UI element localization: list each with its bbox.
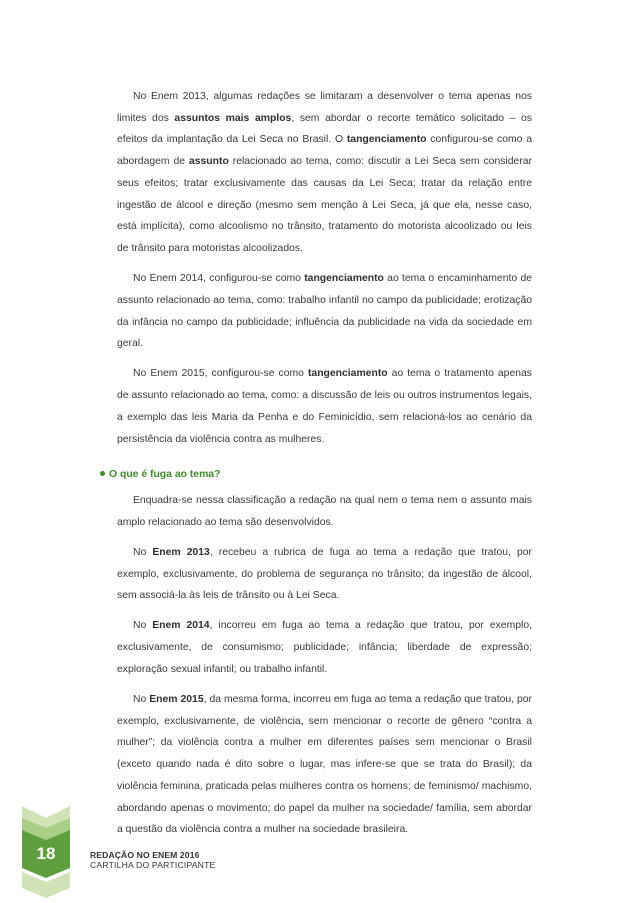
bold-text: Enem 2014 bbox=[152, 620, 210, 632]
document-body bbox=[109, 86, 533, 850]
bold-text: tangenciamento bbox=[346, 134, 427, 146]
text-run: No bbox=[133, 620, 153, 632]
page-number: 18 bbox=[36, 844, 56, 863]
bold-text: assunto bbox=[188, 156, 229, 168]
bold-text: tangenciamento bbox=[307, 368, 388, 380]
text-run: No bbox=[133, 694, 150, 706]
text-run: , recebeu a rubrica de fuga ao tema a redação que tratou, por exemplo, exclusivamente, do problema de segurança no trânsito; da ingestão de álcool, sem associá-la às leis de trânsito ou à Lei Seca. bbox=[117, 546, 532, 602]
text-run: ao tema o encaminhamento de assunto relacionado ao tema, como: trabalho infantil no campo da publicidade; erotização da infância no campo da publicidade; influência da publicidade na vida da sociedade em geral. bbox=[117, 273, 532, 350]
text-run: , incorreu em fuga ao tema a redação que tratou, por exemplo, exclusivamente, de consumismo; publicidade; infância; liberdade de expressão; exploração sexual infantil; ou trabalho infantil. bbox=[117, 620, 532, 675]
bold-text: Enem 2013 bbox=[152, 546, 210, 558]
bold-text: assuntos mais amplos bbox=[174, 112, 292, 124]
bold-text: tangenciamento bbox=[304, 273, 384, 285]
text-run: ao tema o tratamento apenas de assunto relacionado ao tema, como: a discussão de leis ou outros instrumentos legais, a exemplo das leis Maria da Penha e do Feminicídio, sem relacioná-los ao cenário da persistência da violência contra as mulheres. bbox=[117, 368, 532, 445]
chevron-decoration-bottom bbox=[22, 872, 70, 898]
text-run: configurou-se como a abordagem de bbox=[117, 134, 532, 168]
paragraph bbox=[117, 689, 532, 841]
paragraph bbox=[117, 268, 532, 355]
bold-text: Enem 2015 bbox=[149, 694, 204, 706]
text-run: No Enem 2013, algumas redações se limitaram a desenvolver o tema apenas nos limites dos bbox=[117, 91, 532, 124]
paragraph bbox=[117, 542, 532, 607]
paragraph bbox=[117, 86, 532, 260]
footer-subtitle: CARTILHA DO PARTICIPANTE bbox=[90, 860, 216, 870]
paragraph bbox=[117, 615, 532, 680]
footer-text bbox=[90, 850, 215, 870]
bullet-icon bbox=[100, 471, 105, 476]
text-run: No Enem 2015, configurou-se como bbox=[133, 368, 308, 380]
paragraph bbox=[117, 490, 532, 533]
intro-paragraphs bbox=[117, 86, 532, 450]
section-paragraphs bbox=[117, 490, 532, 841]
text-run: No bbox=[133, 546, 153, 558]
text-run: , sem abordar o recorte temático solicitado – os efeitos da implantação da Lei Seca no Brasil. O bbox=[117, 112, 533, 146]
text-run: No Enem 2014, configurou-se como bbox=[133, 273, 305, 285]
footer-title: REDAÇÃO NO ENEM 2016 bbox=[90, 850, 200, 860]
text-run: , da mesma forma, incorreu em fuga ao tema a redação que tratou, por exemplo, exclusivamente, de violência, sem mencionar o recorte de gênero “contra a mulher”; da violência contra a mulher em diferentes países sem mencionar o Brasil (exceto quando nada é dito sobre o lugar, mas infere-se que se trata do Brasil); da violência feminina, praticada pelas mulheres contra os homens; de feminismo/ machismo, abordando apenas o movimento; do papel da mulher na sociedade/ família, sem abordar a questão da violência contra a mulher na sociedade brasileira. bbox=[117, 694, 532, 836]
text-run: Enquadra-se nessa classificação a redação na qual nem o tema nem o assunto mais amplo relacionado ao tema são desenvolvidos. bbox=[117, 494, 532, 528]
section-heading-text: O que é fuga ao tema? bbox=[109, 469, 221, 481]
text-run: relacionado ao tema, como: discutir a Lei Seca sem considerar seus efeitos; tratar exclusivamente das causas da Lei Seca; tratar da relação entre ingestão de álcool e direção (mesmo sem menção à Lei Seca, já que ela, nesse caso, está implícita), como alcoolismo no trânsito, tratamento do motorista alcoolizado ou leis de trânsito para motoristas alcoolizados. bbox=[117, 156, 532, 254]
section-heading bbox=[98, 464, 532, 486]
paragraph bbox=[117, 363, 532, 450]
